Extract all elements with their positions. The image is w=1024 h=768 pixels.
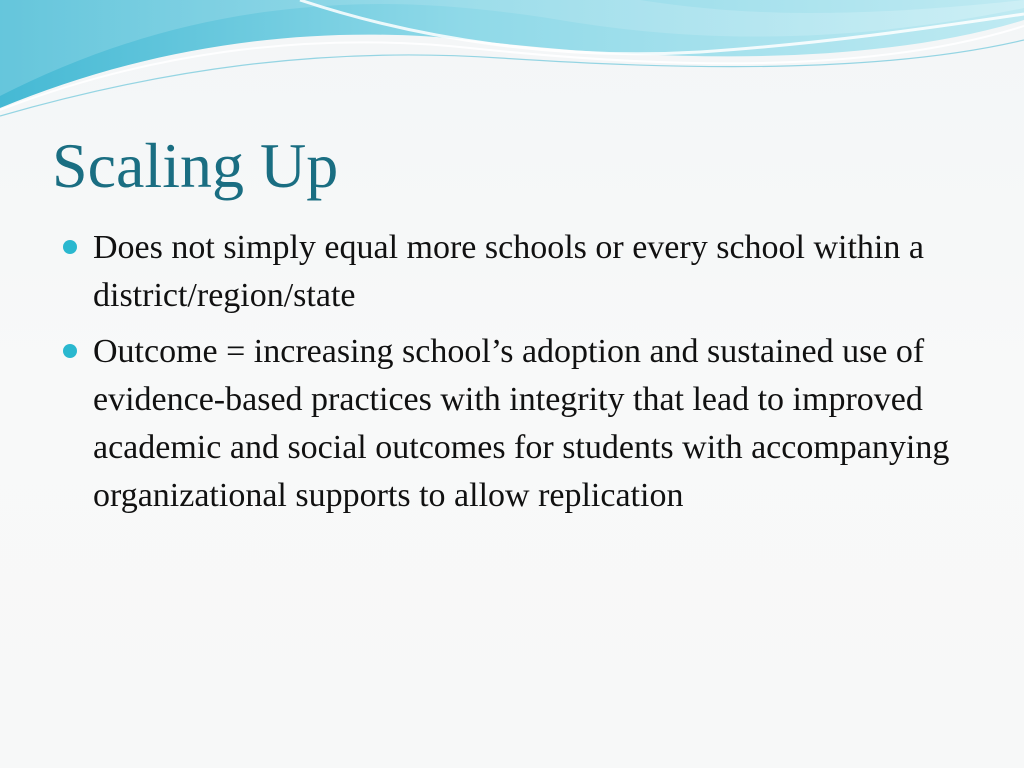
bullet-list [60, 224, 960, 528]
bullet-dot-icon [63, 240, 77, 254]
bullet-item [60, 328, 960, 520]
slide-title: Scaling Up [52, 130, 339, 201]
bullet-text: Does not simply equal more schools or every school within a district/region/state [93, 229, 924, 314]
bullet-item [60, 224, 960, 320]
header-wave-decoration [0, 0, 1024, 130]
bullet-text: Outcome = increasing school’s adoption and sustained use of evidence-based practices with integrity that lead to improved academic and social outcomes for students with accompanying organizational supports to allow replication [93, 333, 950, 514]
bullet-dot-icon [63, 344, 77, 358]
